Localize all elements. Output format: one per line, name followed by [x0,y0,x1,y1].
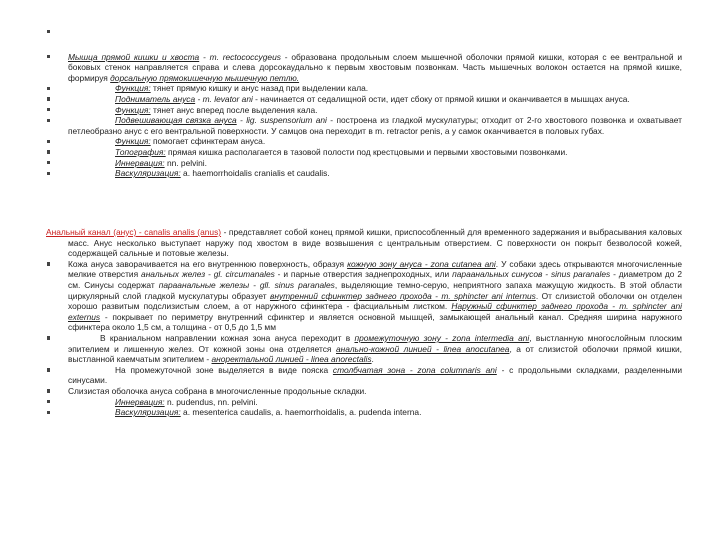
bullet-marker [47,55,50,58]
text-run: , выделяющие темно-серую, неприятного запаха мажущую жидкость. В этой области циркулярный слой гладкой мускулатуры образует [68,279,682,301]
text-run: - диаметром до 2 см. Синусы содержат [68,269,682,290]
text-run: параанальные железы - gll. sinus paranales [158,279,335,290]
text-run: аноректальной линией - linea anorectalis [211,354,372,365]
list-item-text [68,365,682,386]
text-run: Иннервация: [115,157,165,168]
text-run: Наружный сфинктер заднего прохода - m. sphincter ani externus [68,301,682,322]
list-item-text [68,105,682,116]
list-item [0,386,720,397]
text-run: Васкуляризация: [115,168,181,179]
text-run: Анальный канал (анус) - canalis analis (anus) [46,227,222,237]
text-run: - с продольными складками, разделенными синусами. [68,364,683,386]
text-run: кожную зону ануса - zona cutanea ani [347,258,496,269]
bullet-list-anus [0,227,720,418]
text-run: В краниальном направлении кожная зона ануса переходит в [100,332,355,343]
text-run: столбчатая зона - zona columnaris ani [332,364,497,375]
text-run: Функция: [115,83,151,94]
text-run: тянет анус вперед после выделения кала. [150,104,318,115]
bullet-marker [47,140,50,143]
list-item-text [68,158,682,169]
list-item-text [68,168,682,179]
bullet-marker [47,336,50,339]
bullet-marker [47,411,50,414]
list-item [0,407,720,418]
text-run: Функция: [115,104,151,115]
bullet-marker [47,400,50,403]
text-run: дорсальную прямокишечную мышечную петлю. [110,72,300,83]
text-run: , выстланную многослойным плоским эпителием и лишенную желез. От кожной зоны она отделяется [68,332,682,354]
text-run: Иннервация: [115,396,165,407]
text-run: анально-кожной линией - linea anocutanea [335,343,510,354]
list-item [0,136,720,147]
text-run: Слизистая оболочка ануса собрана в многочисленные продольные складки. [68,385,367,396]
list-item-text [68,147,682,158]
bullet-marker [47,389,50,392]
bullet-marker [47,150,50,153]
list-item [0,259,720,333]
text-run: - m. levator ani [195,93,253,104]
text-run: n. pudendus, nn. pelvini. [164,396,258,407]
text-run: - покрывает по периметру внутренний сфинктер и является основной мышцей, замыкающей анальный канал. Средняя ширина наружного сфинктера около 1,5 см, а толщина - от 0,5 до 1,5 мм [68,311,682,333]
text-run: a. haemorrhoidalis cranialis et caudalis. [180,168,330,179]
list-item [0,333,720,365]
text-run: Подниматель ануса [115,93,196,104]
text-run: - начинается от седалищной ости, идет сбоку от прямой кишки и оканчивается в мышцах ануса. [252,93,630,104]
bullet-marker [47,97,50,100]
text-run: На промежуточной зоне выделяется в виде пояска [115,364,333,375]
text-run: Васкуляризация: [115,407,181,418]
list-item-text [68,333,682,365]
text-run: Кожа ануса заворачивается на его внутреннюю поверхность, образуя [68,258,348,269]
text-run: Функция: [115,136,151,147]
text-run: - и парные отверстия заднепроходных, или [274,269,453,280]
list-item-text [68,136,682,147]
bullet-marker [47,119,50,122]
text-run: . [371,354,374,365]
text-run: nn. pelvini. [164,157,207,168]
list-item [0,52,720,84]
list-item [0,365,720,386]
text-run: . От слизистой оболочки он отделен хорошо развитым подслизистым слоем, а от наружного сфинктера - фасциальным листком. [68,290,682,312]
text-run: Мышца прямой кишки и хвоста [68,51,200,62]
text-run: внутренний сфинктер заднего прохода - m. sphincter ani internus [269,290,536,301]
text-run: - m. rectococcygeus [199,51,281,62]
bullet-marker [47,262,50,265]
text-run: промежуточную зону - zona intermedia ani [354,332,530,343]
text-run: - lig. suspensorium ani [236,115,327,126]
bullet-list-rectum [0,26,720,179]
list-item-text [68,115,682,136]
list-item-text [68,52,682,84]
text-run: - построена из гладкой мускулатуры; отходит от 2-го хвостового позвонка и охватывает петлеобразно анус с его вентральной поверхности. У самцов она переходит в m. retractor penis, а у самок оканчивается в половых губах. [68,115,682,136]
list-item-text [68,83,682,94]
list-item [0,105,720,116]
list-item [0,397,720,408]
list-item-text [68,26,682,37]
text-run: анальных желез - gl. circumanales [141,269,275,280]
text-run: . У собаки здесь открываются многочисленные мелкие отверстия [68,258,682,280]
list-item-text [68,386,682,397]
list-item [0,83,720,94]
list-item-text [68,94,682,105]
bullet-marker [47,368,50,371]
list-item [0,26,720,37]
bullet-marker [47,172,50,175]
text-run: - представляет собой конец прямой кишки, приспособленный для временного задержания и выбрасывания каловых масс. Анус несколько выступает наружу под хвостом в виде возвышения с центральным отверстием. С поверхности он покрыт безволосой кожей, содержащей сальные и потовые железы. [68,227,682,259]
text-run: тянет прямую кишку и анус назад при выделении кала. [150,83,369,94]
anal-canal-paragraph [46,227,682,259]
list-item [0,94,720,105]
list-item [0,168,720,179]
list-item-text [68,259,682,333]
list-item [0,158,720,169]
list-item-text [68,397,682,408]
list-item-text [68,407,682,418]
bullet-marker [47,108,50,111]
text-run: a. mesenterica caudalis, a. haemorrhoidalis, a. pudenda interna. [180,407,422,418]
bullet-marker [47,161,50,164]
text-run: параанальных синусов - sinus paranales [452,269,611,280]
bullet-marker [47,30,50,33]
text-run: Подвешивающая связка ануса [115,115,237,126]
bullet-marker [47,87,50,90]
text-run: , а от слизистой оболочки прямой кишки, выстланной каемчатым эпителием - [68,343,682,365]
list-item [0,147,720,158]
list-item [0,115,720,136]
text-run: Топография: [115,146,166,157]
text-run: помогает сфинктерам ануса. [150,136,266,147]
text-run: прямая кишка располагается в тазовой полости под крестцовыми и первыми хвостовыми позвонками. [165,146,568,157]
text-run: - образована продольным слоем мышечной оболочки прямой кишки, которая с ее вентральной и боковых стенок направляется справа и слева дорсокаудально к первым хвостовым позвонкам. Часть мышечных волокон остается на прямой кишке, формируя [68,51,682,83]
paragraph-text [46,227,682,258]
